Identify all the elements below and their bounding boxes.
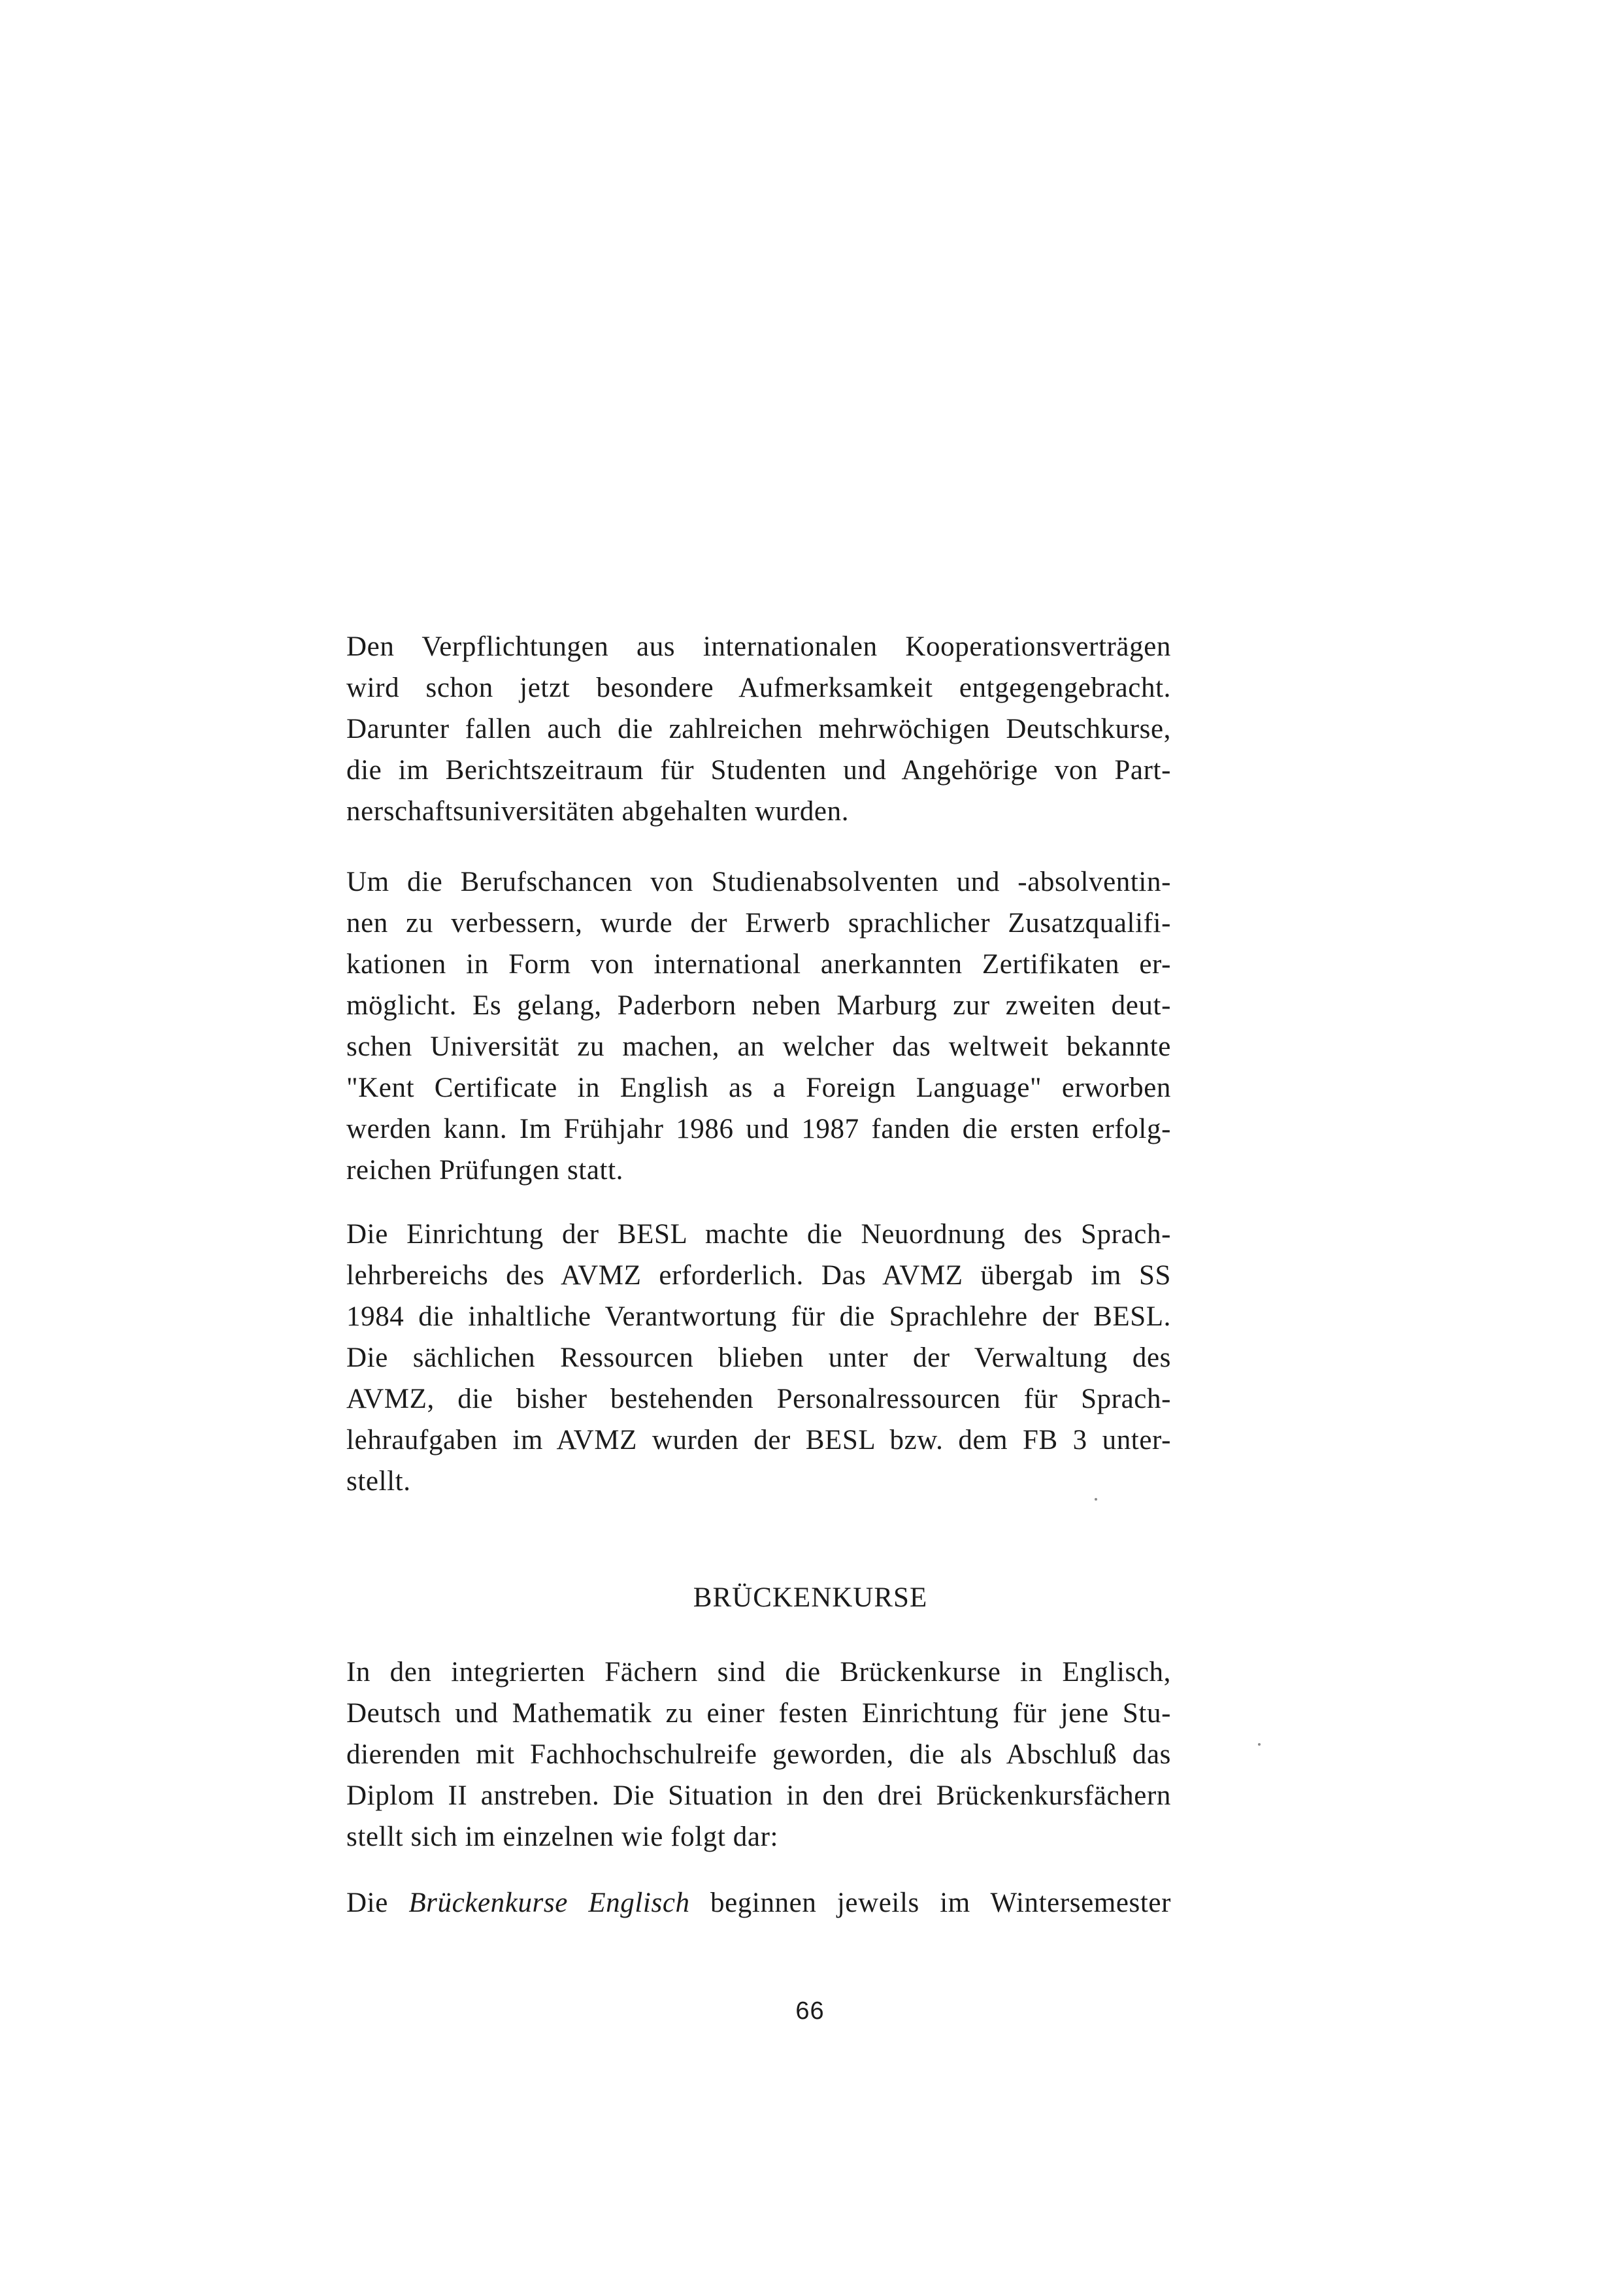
section-heading-text: BRÜCKENKURSE (693, 1582, 928, 1613)
text-line: In den integrierten Fächern sind die Brückenkurse in Englisch, (346, 1657, 1171, 1688)
text-line: wird schon jetzt besondere Aufmerksamkeit entgegengebracht. (346, 673, 1171, 703)
text-line: stellt sich im einzelnen wie folgt dar: (346, 1822, 779, 1852)
text-line: lehraufgaben im AVMZ wurden der BESL bzw. dem FB 3 unter- (346, 1425, 1171, 1456)
text-line: lehrbereichs des AVMZ erforderlich. Das AVMZ übergab im SS (346, 1260, 1171, 1291)
paragraph-certificates (346, 861, 1171, 1191)
emphasized-text: Brückenkurse Englisch (408, 1888, 690, 1918)
text-line: nerschaftsuniversitäten abgehalten wurden. (346, 796, 850, 827)
text-line (346, 1882, 1171, 1923)
text-line: Diplom II anstreben. Die Situation in den drei Brückenkursfächern (346, 1780, 1171, 1811)
text-line: AVMZ, die bisher bestehenden Personalressourcen für Sprach- (346, 1384, 1171, 1414)
text-line: Die Einrichtung der BESL machte die Neuordnung des Sprach- (346, 1219, 1171, 1250)
text-fragment: beginnen jeweils im Wintersemester (689, 1888, 1171, 1918)
text-fragment: Die (346, 1888, 409, 1918)
scan-speck (1258, 1743, 1261, 1746)
text-line: 1984 die inhaltliche Verantwortung für die Sprachlehre der BESL. (346, 1301, 1171, 1332)
text-line: möglicht. Es gelang, Paderborn neben Marburg zur zweiten deut- (346, 990, 1171, 1021)
paragraph-besl (346, 1214, 1171, 1502)
text-line: dierenden mit Fachhochschulreife geworden, die als Abschluß das (346, 1739, 1171, 1770)
text-line: nen zu verbessern, wurde der Erwerb sprachlicher Zusatzqualifi- (346, 908, 1171, 939)
text-line: Um die Berufschancen von Studienabsolventen und -absolventin- (346, 867, 1171, 897)
text-line: stellt. (346, 1466, 411, 1497)
text-line: Darunter fallen auch die zahlreichen mehrwöchigen Deutschkurse, (346, 714, 1171, 744)
text-line: kationen in Form von international anerkannten Zertifikaten er- (346, 949, 1171, 980)
text-line: die im Berichtszeitraum für Studenten und Angehörige von Part- (346, 755, 1171, 786)
text-line: werden kann. Im Frühjahr 1986 und 1987 fanden die ersten erfolg- (346, 1114, 1171, 1144)
paragraph-bridge-courses (346, 1652, 1171, 1857)
paragraph-english-courses (346, 1882, 1171, 1923)
text-line: Die sächlichen Ressourcen blieben unter der Verwaltung des (346, 1342, 1171, 1373)
section-heading (0, 1582, 1620, 1614)
paragraph-cooperation (346, 626, 1171, 832)
text-line: Deutsch und Mathematik zu einer festen Einrichtung für jene Stu- (346, 1698, 1171, 1729)
scan-speck (1095, 1498, 1097, 1501)
text-line: reichen Prüfungen statt. (346, 1155, 623, 1186)
text-line: "Kent Certificate in English as a Foreign Language" erworben (346, 1073, 1171, 1103)
text-line: schen Universität zu machen, an welcher das weltweit bekannte (346, 1031, 1171, 1062)
text-line: Den Verpflichtungen aus internationalen Kooperationsverträgen (346, 631, 1171, 662)
page-number: 66 (795, 1997, 825, 2025)
